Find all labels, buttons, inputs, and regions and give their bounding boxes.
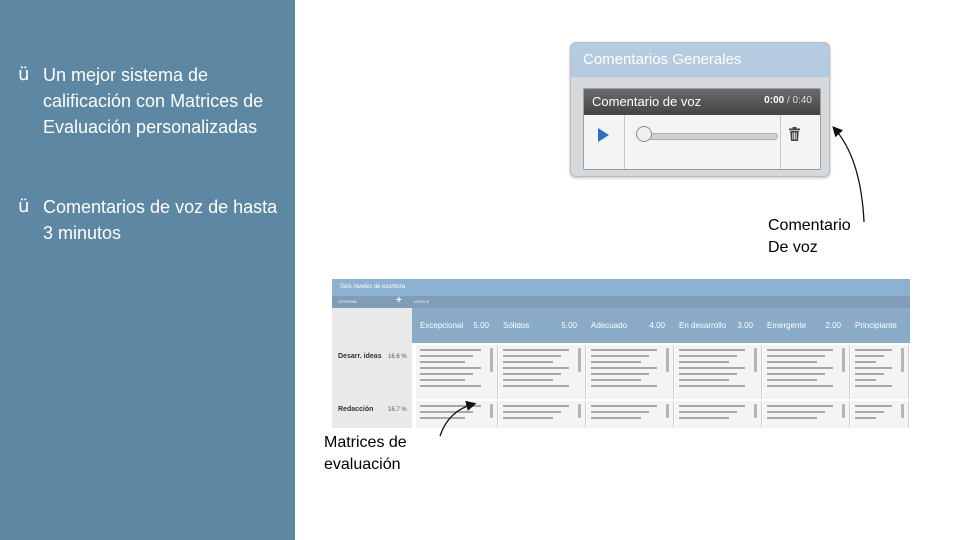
cell-text-line	[855, 373, 884, 375]
cell-text-line	[855, 379, 876, 381]
rubric-cell[interactable]	[499, 401, 586, 428]
player-title: Comentario de voz	[592, 94, 702, 109]
rubric-toolbar	[332, 296, 910, 308]
annotation-voice-comment	[768, 215, 851, 259]
level-score: 5.00	[473, 321, 489, 330]
level-score: 3.00	[737, 321, 753, 330]
cell-text-line	[591, 385, 657, 387]
cell-text-line	[591, 417, 641, 419]
level-name: Excepcional	[420, 321, 464, 330]
time-current: 0:00	[764, 95, 785, 106]
level-header	[495, 308, 583, 343]
annotation-line: Matrices de	[324, 434, 407, 451]
progress-track[interactable]	[646, 133, 778, 140]
cell-text-line	[679, 355, 737, 357]
cell-text-line	[679, 411, 737, 413]
cell-text-line	[679, 373, 737, 375]
cell-text-line	[591, 349, 657, 351]
cell-text-line	[591, 355, 649, 357]
cell-text-line	[855, 367, 892, 369]
cell-text-line	[679, 361, 729, 363]
cell-scrollbar[interactable]	[666, 404, 669, 418]
cell-scrollbar[interactable]	[754, 348, 757, 372]
cell-text-line	[503, 379, 553, 381]
cell-text-line	[591, 411, 649, 413]
cell-text-line	[420, 361, 465, 363]
divider	[624, 115, 625, 169]
cell-text-line	[420, 417, 465, 419]
check-icon: ü	[18, 196, 30, 217]
cell-text-line	[503, 361, 553, 363]
bullet-text: Comentarios de voz de hasta 3 minutos	[43, 197, 278, 243]
rubric-cell[interactable]	[675, 345, 762, 399]
rubric-cell[interactable]	[587, 345, 674, 399]
cell-text-line	[591, 379, 641, 381]
criterion-weight: 16.7 %	[388, 407, 407, 413]
cell-text-line	[767, 373, 825, 375]
cell-text-line	[503, 411, 561, 413]
cell-scrollbar[interactable]	[578, 348, 581, 372]
level-score: 5.00	[561, 321, 577, 330]
cell-text-line	[679, 405, 745, 407]
level-score: 4.00	[649, 321, 665, 330]
bullet-text: Un mejor sistema de calificación con Matrices de Evaluación personalizadas	[43, 65, 264, 137]
time-total: 0:40	[792, 95, 812, 106]
levels-label: LEVELS	[414, 299, 430, 304]
cell-text-line	[767, 349, 833, 351]
level-name: Sólidos	[503, 321, 530, 330]
rubric-cell[interactable]	[763, 345, 850, 399]
cell-text-line	[679, 385, 745, 387]
level-header	[759, 308, 847, 343]
play-icon[interactable]	[598, 128, 609, 142]
rubric-cell[interactable]	[851, 345, 909, 399]
rubric-cell[interactable]	[499, 345, 586, 399]
feature-bullet-rubrics	[18, 62, 278, 140]
cell-text-line	[855, 385, 892, 387]
cell-scrollbar[interactable]	[842, 348, 845, 372]
cell-text-line	[420, 379, 465, 381]
cell-text-line	[767, 355, 825, 357]
rubric-cell[interactable]	[587, 401, 674, 428]
cell-text-line	[420, 367, 481, 369]
rubric-cell[interactable]	[763, 401, 850, 428]
cell-text-line	[591, 367, 657, 369]
divider	[780, 115, 781, 169]
cell-text-line	[503, 367, 569, 369]
cell-text-line	[767, 385, 833, 387]
cell-text-line	[503, 417, 553, 419]
cell-text-line	[420, 373, 473, 375]
annotation-line: Comentario	[768, 217, 851, 234]
card-title: Comentarios Generales	[571, 43, 829, 77]
criteria-label: CRITERIA	[338, 299, 357, 304]
cell-text-line	[855, 405, 892, 407]
annotation-line: De voz	[768, 239, 818, 256]
player-header	[584, 89, 820, 115]
level-name: Adecuado	[591, 321, 628, 330]
add-icon[interactable]: +	[396, 295, 402, 306]
annotation-rubric	[324, 432, 407, 476]
cell-scrollbar[interactable]	[754, 404, 757, 418]
cell-text-line	[855, 355, 884, 357]
cell-text-line	[767, 405, 833, 407]
cell-scrollbar[interactable]	[578, 404, 581, 418]
feature-bullet-voice	[18, 194, 278, 246]
cell-text-line	[420, 355, 473, 357]
cell-text-line	[855, 417, 876, 419]
general-comments-card	[570, 42, 830, 177]
voice-comment-player	[583, 88, 821, 170]
left-panel	[0, 0, 295, 540]
cell-scrollbar[interactable]	[901, 348, 904, 372]
cell-text-line	[503, 405, 569, 407]
time-separator: /	[784, 95, 793, 106]
annotation-line: evaluación	[324, 456, 401, 473]
level-header	[847, 308, 910, 343]
cell-text-line	[420, 411, 473, 413]
cell-text-line	[679, 417, 729, 419]
arrow-to-voice-card	[834, 128, 864, 222]
criterion-weight: 16.6 %	[388, 354, 407, 360]
rubric-cell[interactable]	[851, 401, 909, 428]
criterion-name: Redacción	[338, 406, 374, 413]
cell-text-line	[591, 405, 657, 407]
cell-scrollbar[interactable]	[490, 404, 493, 418]
cell-text-line	[767, 367, 833, 369]
player-time	[764, 95, 812, 106]
cell-text-line	[503, 373, 561, 375]
cell-text-line	[679, 379, 729, 381]
rubric-cell[interactable]	[675, 401, 762, 428]
level-header	[583, 308, 671, 343]
cell-text-line	[767, 379, 817, 381]
rubric-cell[interactable]	[416, 401, 498, 428]
cell-text-line	[503, 355, 561, 357]
cell-text-line	[503, 349, 569, 351]
cell-text-line	[679, 349, 745, 351]
cell-text-line	[503, 385, 569, 387]
cell-text-line	[679, 367, 745, 369]
rubric-cell[interactable]	[416, 345, 498, 399]
cell-text-line	[855, 361, 876, 363]
level-name: Principiante	[855, 321, 897, 330]
rubric-row	[332, 345, 910, 399]
cell-text-line	[591, 361, 641, 363]
cell-text-line	[591, 373, 649, 375]
level-name: En desarrollo	[679, 321, 727, 330]
level-header	[671, 308, 759, 343]
cell-text-line	[767, 361, 817, 363]
cell-text-line	[420, 385, 481, 387]
cell-text-line	[767, 417, 817, 419]
rubric-title: Seis niveles de escritura	[332, 279, 910, 296]
criterion-name: Desarr. ideas	[338, 353, 382, 360]
cell-text-line	[420, 405, 481, 407]
progress-knob[interactable]	[636, 126, 652, 142]
cell-text-line	[420, 349, 481, 351]
trash-icon[interactable]	[789, 127, 800, 141]
cell-scrollbar[interactable]	[842, 404, 845, 418]
cell-scrollbar[interactable]	[901, 404, 904, 418]
cell-text-line	[855, 411, 884, 413]
rubric-screenshot	[332, 279, 910, 428]
cell-scrollbar[interactable]	[490, 348, 493, 372]
cell-text-line	[767, 411, 825, 413]
rubric-row	[332, 401, 910, 428]
level-score: 2.00	[825, 321, 841, 330]
cell-scrollbar[interactable]	[666, 348, 669, 372]
check-icon: ü	[18, 64, 30, 85]
level-header	[412, 308, 495, 343]
levels-header	[412, 308, 910, 343]
cell-text-line	[855, 349, 892, 351]
level-name: Emergente	[767, 321, 807, 330]
